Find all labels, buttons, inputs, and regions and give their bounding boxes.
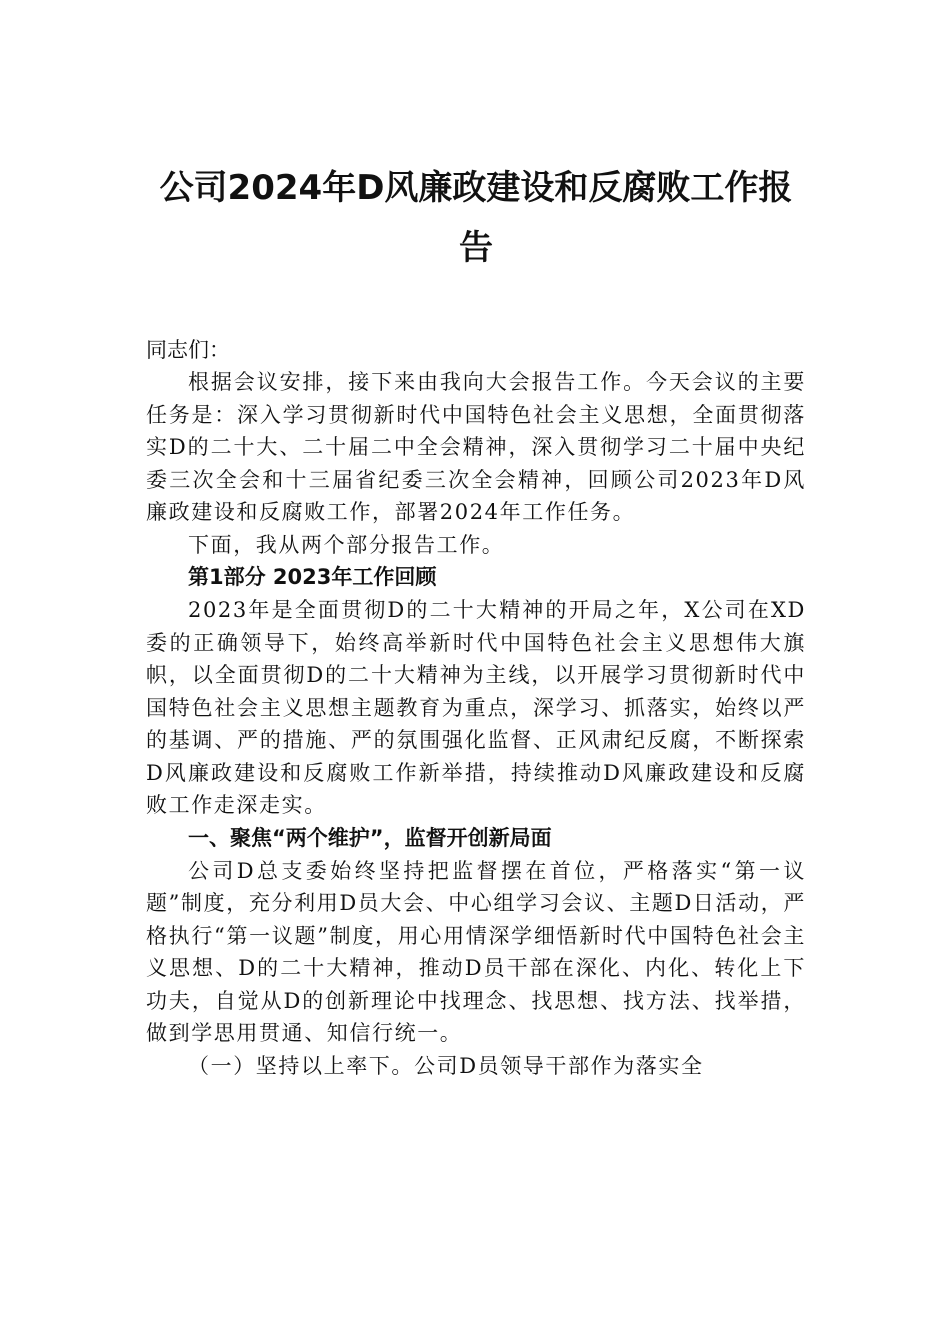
document-page <box>146 158 806 1083</box>
section1-body-paragraph: 公司D总支委始终坚持把监督摆在首位，严格落实“第一议题”制度，充分利用D员大会、中心组学习会议、主题D日活动，严格执行“第一议题”制度，用心用情深学细悟新时代中国特色社会主义思想、D的二十大精神，推动D员干部在深化、内化、转化上下功夫，自觉从D的创新理论中找理念、找思想、找方法、找举措，做到学思用贯通、知信行统一。 <box>146 858 806 1045</box>
part1-intro-paragraph: 2023年是全面贯彻D的二十大精神的开局之年，X公司在XD委的正确领导下，始终高举新时代中国特色社会主义思想伟大旗帜，以全面贯彻D的二十大精神为主线，以开展学习贯彻新时代中国特色社会主义思想主题教育为重点，深学习、抓落实，始终以严的基调、严的措施、严的氛围强化监督、正风肃纪反腐，不断探索D风廉政建设和反腐败工作新举措，持续推动D风廉政建设和反腐败工作走深走实。 <box>146 598 806 817</box>
section1-heading: 一、聚焦“两个维护”，监督开创新局面 <box>188 825 552 850</box>
overview-paragraph: 下面，我从两个部分报告工作。 <box>188 532 505 557</box>
subsection1-paragraph: （一）坚持以上率下。公司D员领导干部作为落实全 <box>188 1053 704 1078</box>
intro-paragraph: 根据会议安排，接下来由我向大会报告工作。今天会议的主要任务是：深入学习贯彻新时代中国特色社会主义思想，全面贯彻落实D的二十大、二十届二中全会精神，深入贯彻学习二十届中央纪委三次全会和十三届省纪委三次全会精神，回顾公司2023年D风廉政建设和反腐败工作，部署2024年工作任务。 <box>146 370 806 524</box>
part1-heading: 第1部分 2023年工作回顾 <box>188 565 437 589</box>
document-title: 公司2024年D风廉政建设和反腐败工作报告 <box>159 168 793 268</box>
salutation: 同志们： <box>146 338 230 362</box>
